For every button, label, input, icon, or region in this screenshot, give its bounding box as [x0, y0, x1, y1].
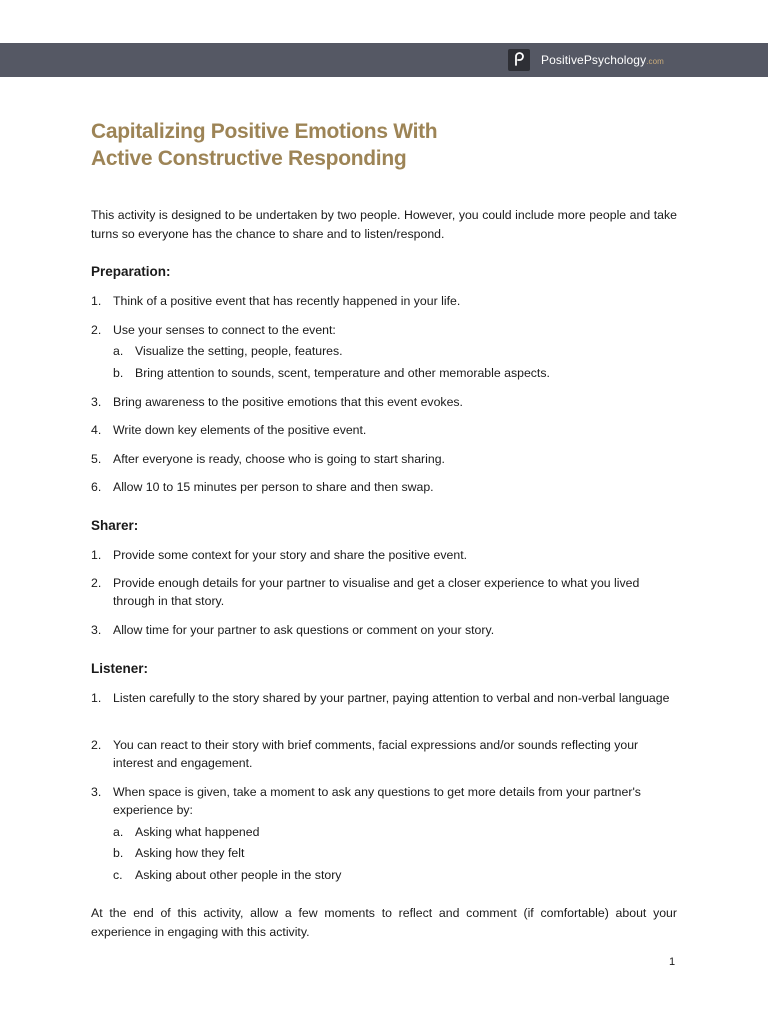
list-subitem-letter: a. [113, 344, 124, 358]
list-item-number: 5. [91, 452, 102, 466]
listener-heading: Listener: [91, 661, 149, 676]
brand-name-text: PositivePsychology [541, 53, 647, 67]
list-subitem-text: Asking how they felt [135, 846, 245, 860]
list-subitem-text: Visualize the setting, people, features. [135, 344, 343, 358]
brand-suffix: .com [646, 57, 664, 66]
positive-psychology-logo-icon [508, 49, 530, 71]
preparation-heading: Preparation: [91, 264, 171, 279]
brand-name[interactable] [541, 53, 664, 67]
list-item-number: 1. [91, 548, 102, 562]
list-item-text: Allow time for your partner to ask questions or comment on your story. [113, 623, 495, 637]
list-item-text: Write down key elements of the positive event. [113, 423, 367, 437]
intro-paragraph: This activity is designed to be undertaken by two people. However, you could include more people and take turns so everyone has the chance to share and to listen/respond. [91, 208, 677, 241]
list-item-number: 2. [91, 738, 102, 752]
list-subitem-letter: b. [113, 366, 124, 380]
list-item-text: After everyone is ready, choose who is going to start sharing. [113, 452, 445, 466]
page-title [91, 118, 437, 172]
list-subitem-text: Asking what happened [135, 825, 260, 839]
list-item-text: Provide enough details for your partner to visualise and get a closer experience to what you lived through in that story. [113, 576, 640, 608]
page-title-line-2: Active Constructive Responding [91, 147, 407, 170]
list-subitem-letter: c. [113, 868, 123, 882]
list-item-text: You can react to their story with brief comments, facial expressions and/or sounds reflecting your interest and engagement. [113, 738, 639, 770]
list-item-text: When space is given, take a moment to ask any questions to get more details from your partner's experience by: [113, 785, 641, 817]
list-item-number: 6. [91, 480, 102, 494]
list-item-number: 3. [91, 395, 102, 409]
list-item-text: Think of a positive event that has recently happened in your life. [113, 294, 461, 308]
sharer-heading: Sharer: [91, 518, 139, 533]
list-item-number: 1. [91, 294, 102, 308]
list-subitem-text: Asking about other people in the story [135, 868, 342, 882]
list-item-text: Provide some context for your story and share the positive event. [113, 548, 468, 562]
list-item-number: 3. [91, 623, 102, 637]
page-title-line-1: Capitalizing Positive Emotions With [91, 120, 438, 143]
list-subitem-text: Bring attention to sounds, scent, temperature and other memorable aspects. [135, 366, 550, 380]
list-item-number: 4. [91, 423, 102, 437]
list-item-text: Listen carefully to the story shared by your partner, paying attention to verbal and non-verbal language [113, 691, 670, 705]
list-item-number: 2. [91, 576, 102, 590]
list-item-number: 2. [91, 323, 102, 337]
header-bar [0, 43, 768, 77]
list-item-text: Use your senses to connect to the event: [113, 323, 336, 337]
list-item-number: 3. [91, 785, 102, 799]
list-subitem-letter: b. [113, 846, 124, 860]
list-item-number: 1. [91, 691, 102, 705]
page-number: 1 [669, 956, 676, 968]
closing-paragraph: At the end of this activity, allow a few moments to reflect and comment (if comfortable) about your experience in engaging with this activity. [91, 906, 677, 939]
list-item-text: Allow 10 to 15 minutes per person to share and then swap. [113, 480, 434, 494]
list-subitem-letter: a. [113, 825, 124, 839]
list-item-text: Bring awareness to the positive emotions that this event evokes. [113, 395, 463, 409]
